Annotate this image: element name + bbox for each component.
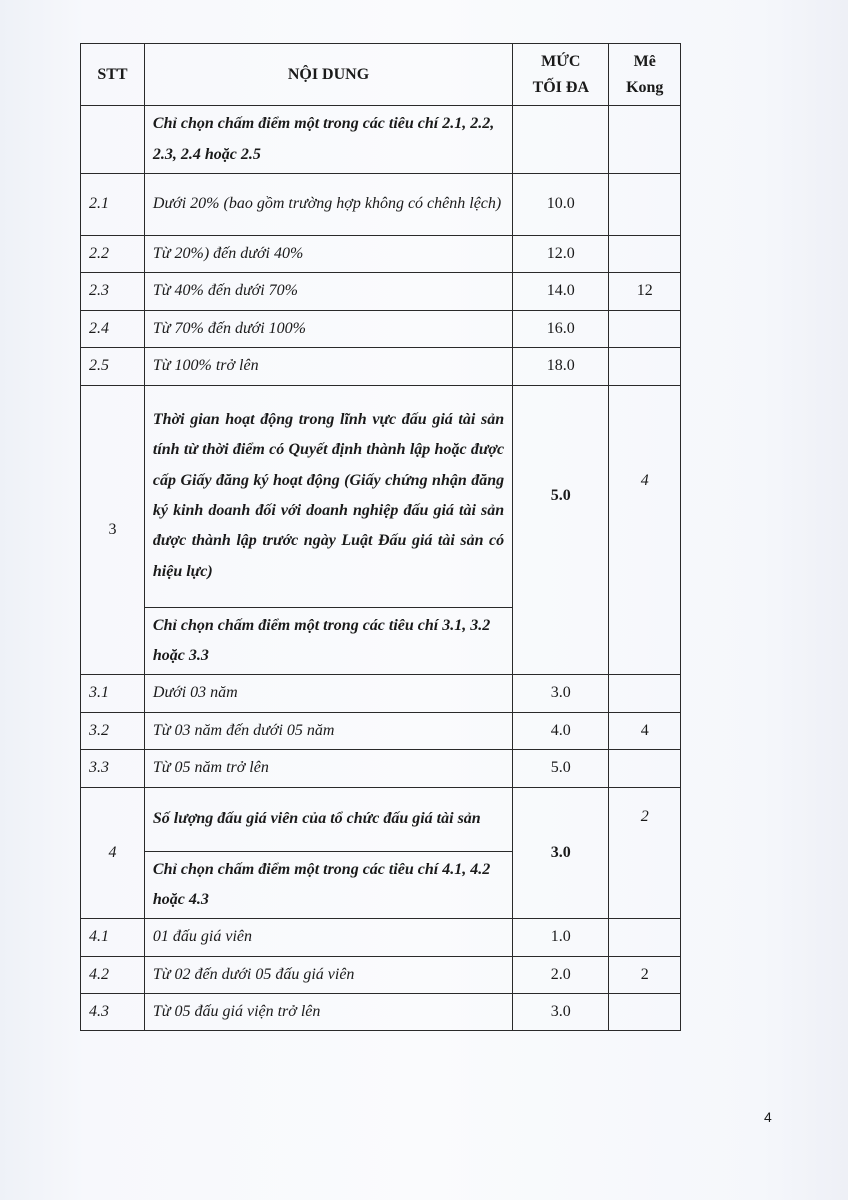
row-content: Từ 20%) đến dưới 40%: [144, 236, 512, 273]
row-stt: 3.2: [81, 712, 145, 749]
table-row: [81, 712, 681, 749]
row-max: 4.0: [513, 712, 609, 749]
row-content: Từ 40% đến dưới 70%: [144, 273, 512, 310]
row-stt: 2.4: [81, 310, 145, 347]
row-content: Chỉ chọn chấm điểm một trong các tiêu chí 2.1, 2.2, 2.3, 2.4 hoặc 2.5: [144, 106, 512, 174]
table-row: [81, 236, 681, 273]
row-max: [513, 106, 609, 174]
row-max: 3.0: [513, 787, 609, 919]
table-row: [81, 385, 681, 607]
table-row: [81, 106, 681, 174]
row-content: Từ 70% đến dưới 100%: [144, 310, 512, 347]
row-max: 14.0: [513, 273, 609, 310]
row-content: Từ 02 đến dưới 05 đấu giá viên: [144, 956, 512, 993]
scoring-table: [80, 43, 681, 1031]
row-content: Dưới 03 năm: [144, 675, 512, 712]
row-max: 5.0: [513, 385, 609, 675]
row-max: 3.0: [513, 994, 609, 1031]
row-score: 2: [609, 956, 681, 993]
row-score: [609, 750, 681, 787]
row-max: 5.0: [513, 750, 609, 787]
row-stt: 3: [81, 385, 145, 675]
row-content: Chỉ chọn chấm điểm một trong các tiêu chí 4.1, 4.2 hoặc 4.3: [144, 851, 512, 919]
header-score-line2: Kong: [626, 78, 664, 96]
row-max: 10.0: [513, 174, 609, 236]
row-score: 4: [609, 385, 681, 675]
table-row: [81, 994, 681, 1031]
row-content: Số lượng đấu giá viên của tổ chức đấu giá tài sản: [144, 787, 512, 851]
row-max: 12.0: [513, 236, 609, 273]
header-content: NỘI DUNG: [144, 44, 512, 106]
row-stt: 2.2: [81, 236, 145, 273]
page-number: 4: [764, 1109, 772, 1125]
row-score: 2: [609, 787, 681, 919]
row-stt: 2.1: [81, 174, 145, 236]
row-stt: 4: [81, 787, 145, 919]
row-score: [609, 310, 681, 347]
row-content: Từ 05 năm trở lên: [144, 750, 512, 787]
row-content: Từ 03 năm đến dưới 05 năm: [144, 712, 512, 749]
row-max: 2.0: [513, 956, 609, 993]
header-max-line2: TỐI ĐA: [532, 78, 590, 96]
row-stt: 2.3: [81, 273, 145, 310]
row-max: 3.0: [513, 675, 609, 712]
table-row: [81, 919, 681, 956]
row-stt: 3.3: [81, 750, 145, 787]
row-score: 12: [609, 273, 681, 310]
row-score: [609, 236, 681, 273]
row-score: [609, 675, 681, 712]
row-stt: 4.3: [81, 994, 145, 1031]
table-row: [81, 273, 681, 310]
row-content: Từ 100% trở lên: [144, 348, 512, 385]
row-score: [609, 919, 681, 956]
header-score-line1: Mê: [633, 52, 656, 70]
row-score: [609, 106, 681, 174]
row-content: Chỉ chọn chấm điểm một trong các tiêu chí 3.1, 3.2 hoặc 3.3: [144, 607, 512, 675]
table-row: [81, 310, 681, 347]
header-max-line1: MỨC: [541, 52, 581, 70]
table-row: [81, 787, 681, 851]
row-stt: 2.5: [81, 348, 145, 385]
table-row: [81, 675, 681, 712]
table-row: [81, 956, 681, 993]
row-stt: 4.1: [81, 919, 145, 956]
row-score: [609, 348, 681, 385]
row-score: 4: [609, 712, 681, 749]
row-score: [609, 174, 681, 236]
row-max: 16.0: [513, 310, 609, 347]
row-stt: 4.2: [81, 956, 145, 993]
header-score: [609, 44, 681, 106]
row-max: 1.0: [513, 919, 609, 956]
row-content: Thời gian hoạt động trong lĩnh vực đấu giá tài sản tính từ thời điểm có Quyết định thành lập hoặc được cấp Giấy đăng ký hoạt động (Giấy chứng nhận đăng ký kinh doanh đối với doanh nghiệp đấu giá tài sản được thành lập trước ngày Luật Đấu giá tài sản có hiệu lực): [144, 385, 512, 607]
header-max: [513, 44, 609, 106]
row-content: Dưới 20% (bao gồm trường hợp không có chênh lệch): [144, 174, 512, 236]
row-stt: 3.1: [81, 675, 145, 712]
table-row: [81, 348, 681, 385]
table-header-row: [81, 44, 681, 106]
header-stt: STT: [81, 44, 145, 106]
row-content: Từ 05 đấu giá viện trở lên: [144, 994, 512, 1031]
row-content: 01 đấu giá viên: [144, 919, 512, 956]
row-stt: [81, 106, 145, 174]
row-max: 18.0: [513, 348, 609, 385]
row-score: [609, 994, 681, 1031]
table-row: [81, 750, 681, 787]
table-row: [81, 174, 681, 236]
